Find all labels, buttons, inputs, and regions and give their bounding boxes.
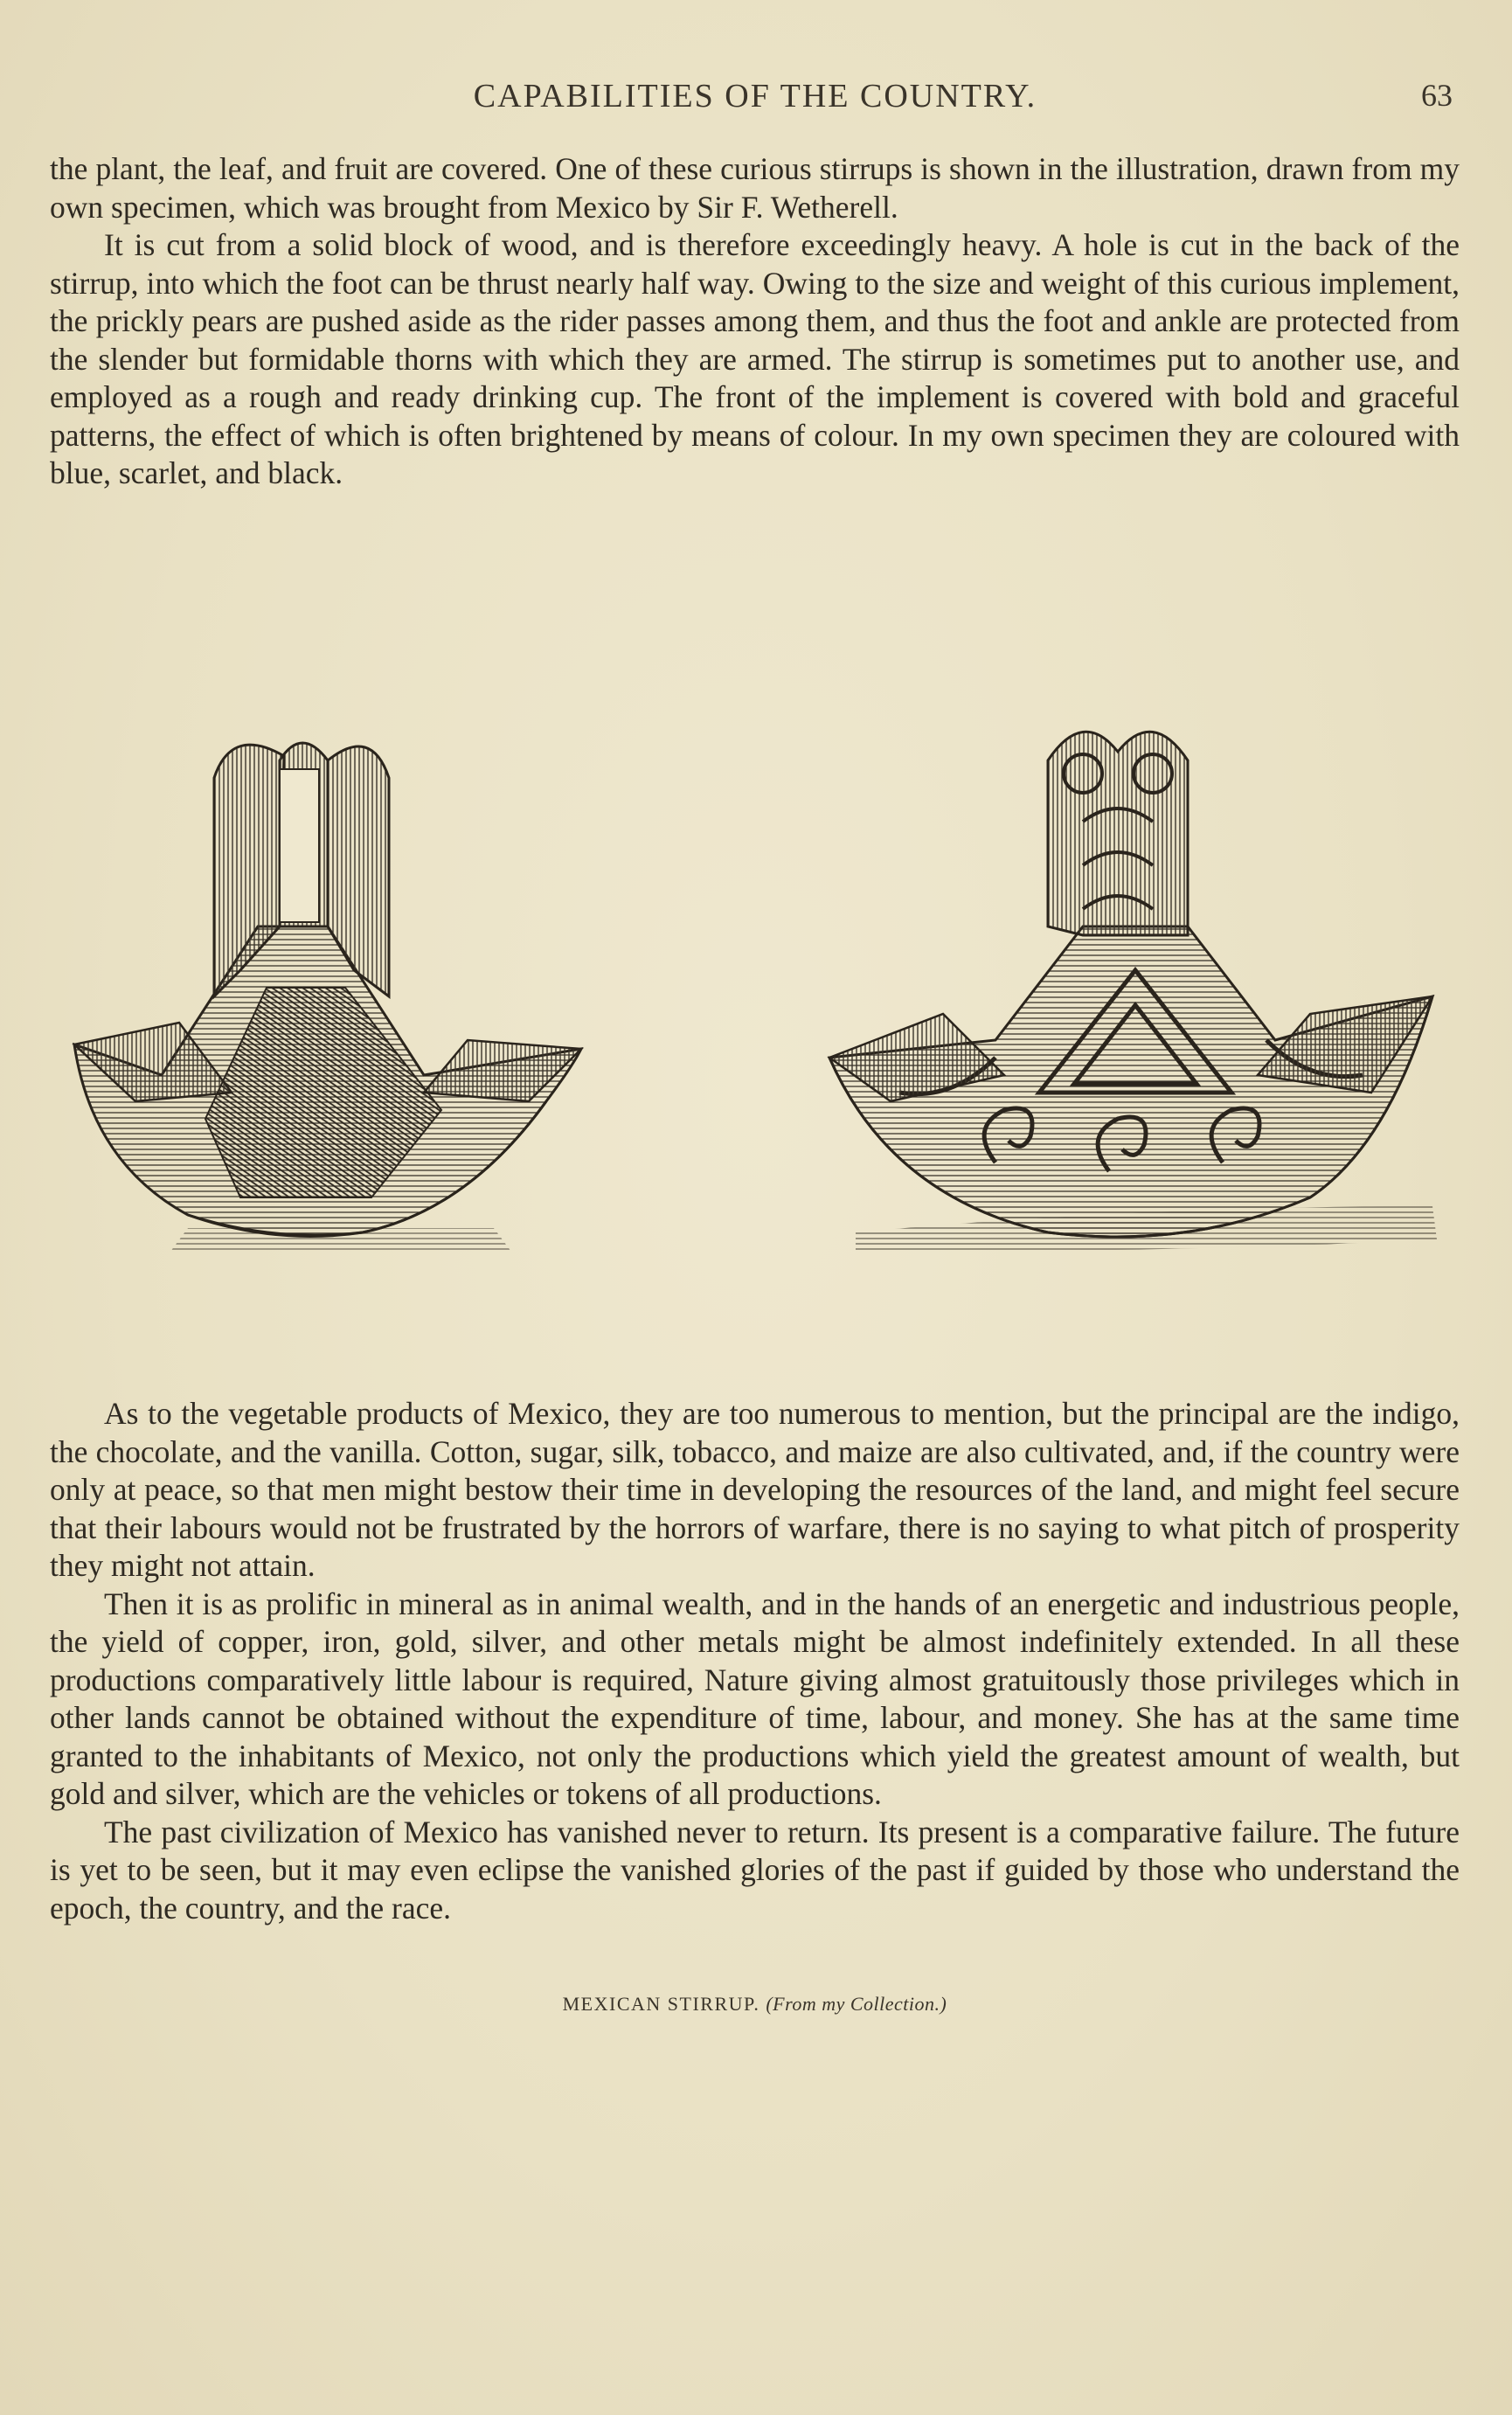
paragraph: Then it is as prolific in mineral as in animal wealth, and in the hands of an energetic and industrious people, the yield of copper, iron, gold, silver, and other metals might be almost indefinitely extended. In all these productions comparatively little labour is required, Nature giving almost gratuitously those privileges which in other lands cannot be obtained without the expenditure of time, labour, and money. She has at the same time granted to the inhabitants of Mexico, not only the productions which yield the greatest amount of wealth, but gold and silver, which are the vehicles or tokens of all productions. [50,1586,1460,1811]
figure-caption [50,1993,1460,2016]
top-text-block [50,150,1460,493]
paragraph: the plant, the leaf, and fruit are covered. One of these curious stirrups is shown in the illustration, drawn from my own specimen, which was brought from Mexico by Sir F. Wetherell. [50,151,1460,225]
bottom-text-block [50,1395,1460,1927]
page-number: 63 [1421,78,1453,113]
paragraph: The past civilization of Mexico has vanished never to return. Its present is a comparative failure. The future is yet to be seen, but it may even eclipse the vanished glories of the past if guided by those who understand the epoch, the country, and the race. [50,1814,1460,1926]
caption-note: (From my Collection.) [766,1993,947,2015]
caption-title: MEXICAN STIRRUP. [562,1993,760,2015]
running-head [51,77,1460,121]
running-title: CAPABILITIES OF THE COUNTRY. [473,78,1037,115]
paragraph: As to the vegetable products of Mexico, they are too numerous to mention, but the principal are the indigo, the chocolate, and the vanilla. Cotton, sugar, silk, tobacco, and maize are also cultivated, and, if the country were only at peace, so that men might bestow their time in developing the resources of the land, and might feel secure that their labours would not be frustrated by the horrors of warfare, there is no saying to what pitch of prosperity they might not attain. [50,1396,1460,1583]
stirrup-back-view-engraving [57,708,660,1267]
paragraph: It is cut from a solid block of wood, and is therefore exceedingly heavy. A hole is cut in the back of the stirrup, into which the foot can be thrust nearly half way. Owing to the size and weight of this curious implement, the prickly pears are pushed aside as the rider passes among them, and thus the foot and ankle are protected from the slender but formidable thorns with which they are armed. The stirrup is sometimes put to another use, and employed as a rough and ready drinking cup. The front of the implement is covered with bold and graceful patterns, the effect of which is often brightened by means of colour. In my own specimen they are coloured with blue, scarlet, and black. [50,227,1460,490]
stirrup-front-view-engraving [821,708,1450,1267]
